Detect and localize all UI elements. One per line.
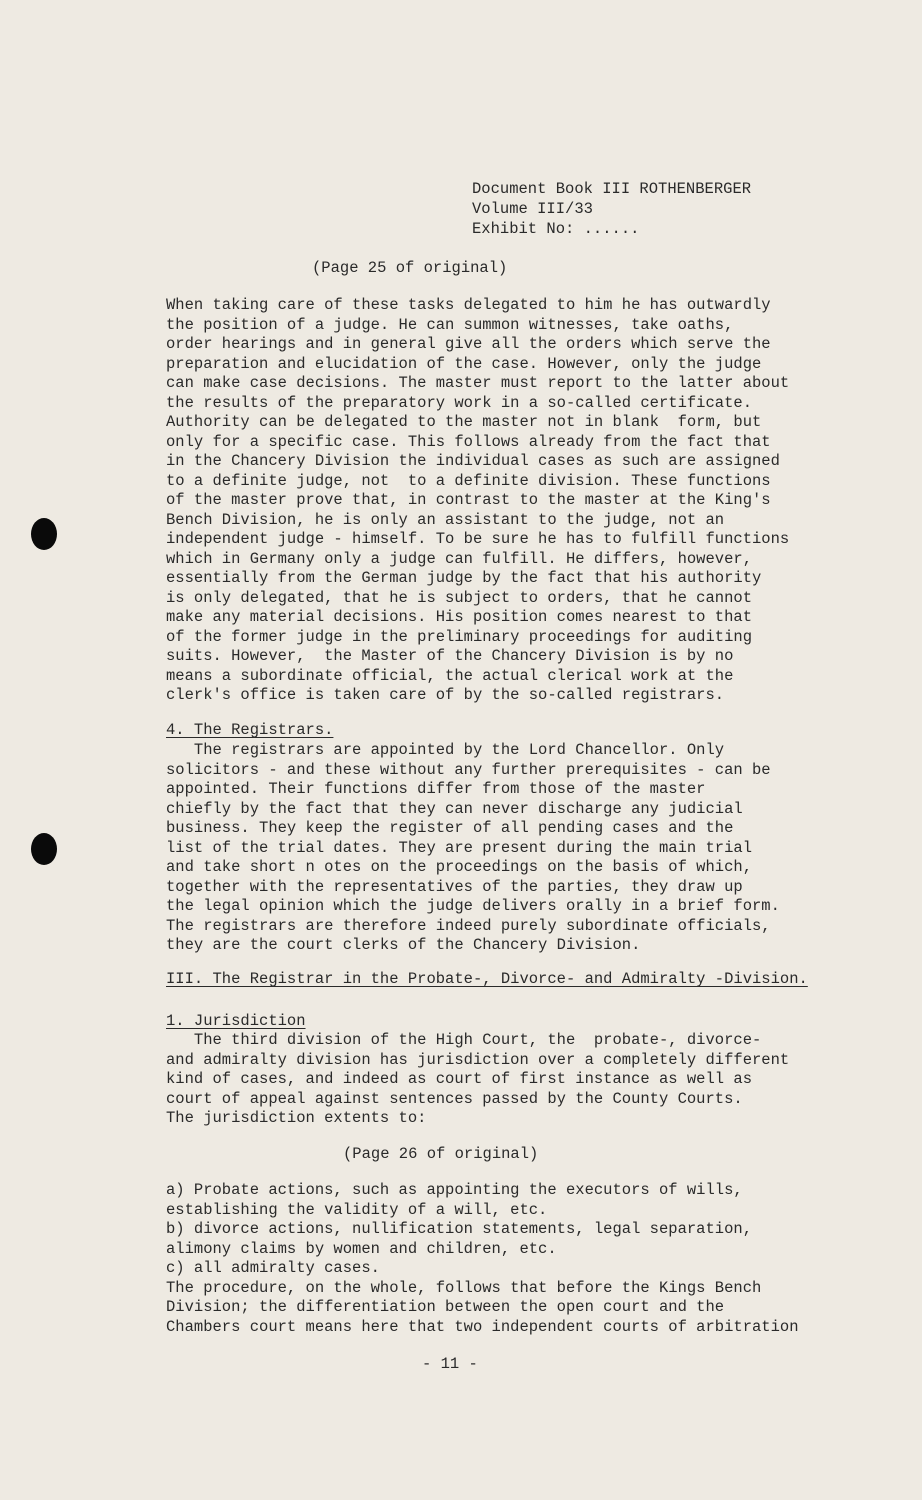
body-line: make any material decisions. His position comes nearest to that xyxy=(166,608,752,626)
body-line: order hearings and in general give all the orders which serve the xyxy=(166,335,771,353)
body-line: Bench Division, he is only an assistant to the judge, not an xyxy=(166,510,725,529)
body-line: essentially from the German judge by the fact that his authority xyxy=(166,569,762,587)
body-line: The registrars are appointed by the Lord Chancellor. Only xyxy=(166,741,725,759)
list-item: establishing the validity of a will, etc. xyxy=(166,1200,548,1219)
body-line: the position of a judge. He can summon witnesses, take oaths, xyxy=(166,315,734,334)
body-line: business. They keep the register of all pending cases and the xyxy=(166,819,734,837)
list-item: a) Probate actions, such as appointing the executors of wills, xyxy=(166,1181,743,1199)
body-line: Chambers court means here that two independent courts of arbitration xyxy=(166,1317,799,1336)
volume-line: Volume III/33 xyxy=(472,200,593,218)
body-line: list of the trial dates. They are present during the main trial xyxy=(166,838,752,857)
body-line: solicitors - and these without any further prerequisites - can be xyxy=(166,760,771,779)
body-line: appointed. Their functions differ from those of the master xyxy=(166,780,706,798)
page-marker: (Page 25 of original) xyxy=(312,259,508,277)
body-line: The procedure, on the whole, follows that before the Kings Bench xyxy=(166,1278,762,1297)
body-line: and admiralty division has jurisdiction over a completely different xyxy=(166,1050,790,1069)
list-item: c) all admiralty cases. xyxy=(166,1259,380,1277)
punch-hole xyxy=(31,833,57,865)
body-line: The third division of the High Court, the probate-, divorce- xyxy=(166,1031,762,1049)
body-line: of the former judge in the preliminary proceedings for auditing xyxy=(166,627,752,646)
page-number: - 11 - xyxy=(422,1355,478,1373)
body-line: chiefly by the fact that they can never discharge any judicial xyxy=(166,799,743,818)
exhibit-line: Exhibit No: ...... xyxy=(472,220,640,238)
body-line: is only delegated, that he is subject to orders, that he cannot xyxy=(166,588,752,607)
page-marker: (Page 26 of original) xyxy=(343,1145,539,1163)
body-line: kind of cases, and indeed as court of first instance as well as xyxy=(166,1070,752,1088)
body-line: together with the representatives of the parties, they draw up xyxy=(166,877,743,896)
list-item: b) divorce actions, nullification statements, legal separation, xyxy=(166,1220,752,1238)
section-heading: 4. The Registrars. xyxy=(166,721,334,739)
punch-hole xyxy=(31,518,57,550)
body-line: they are the court clerks of the Chancery Division. xyxy=(166,936,641,954)
body-line: The jurisdiction extents to: xyxy=(166,1109,427,1127)
section-heading: 1. Jurisdiction xyxy=(166,1012,306,1030)
body-line: in the Chancery Division the individual cases as such are assigned xyxy=(166,452,780,470)
body-line: of the master prove that, in contrast to the master at the King's xyxy=(166,491,771,509)
body-line: The registrars are therefore indeed purely subordinate officials, xyxy=(166,916,771,935)
body-line: only for a specific case. This follows already from the fact that xyxy=(166,432,771,451)
body-line: court of appeal against sentences passed by the County Courts. xyxy=(166,1089,743,1108)
body-line: Authority can be delegated to the master not in blank form, but xyxy=(166,413,762,431)
body-line: which in Germany only a judge can fulfill. He differs, however, xyxy=(166,549,752,568)
body-line: the results of the preparatory work in a so-called certificate. xyxy=(166,393,752,412)
section-heading: III. The Registrar in the Probate-, Divorce- and Admiralty -Division. xyxy=(166,970,808,988)
body-line: means a subordinate official, the actual clerical work at the xyxy=(166,666,734,685)
list-item: alimony claims by women and children, etc. xyxy=(166,1239,557,1258)
body-line: suits. However, the Master of the Chancery Division is by no xyxy=(166,647,734,665)
body-line: When taking care of these tasks delegated to him he has outwardly xyxy=(166,296,771,314)
body-line: the legal opinion which the judge delivers orally in a brief form. xyxy=(166,897,780,915)
document-book-line: Document Book III ROTHENBERGER xyxy=(472,180,752,198)
body-line: can make case decisions. The master must report to the latter about xyxy=(166,374,790,392)
body-line: and take short n otes on the proceedings on the basis of which, xyxy=(166,858,752,876)
body-line: to a definite judge, not to a definite division. These functions xyxy=(166,471,771,490)
body-line: Division; the differentiation between the open court and the xyxy=(166,1298,725,1316)
body-line: preparation and elucidation of the case. However, only the judge xyxy=(166,354,762,373)
body-line: independent judge - himself. To be sure he has to fulfill functions xyxy=(166,530,790,548)
body-line: clerk's office is taken care of by the so-called registrars. xyxy=(166,686,725,704)
